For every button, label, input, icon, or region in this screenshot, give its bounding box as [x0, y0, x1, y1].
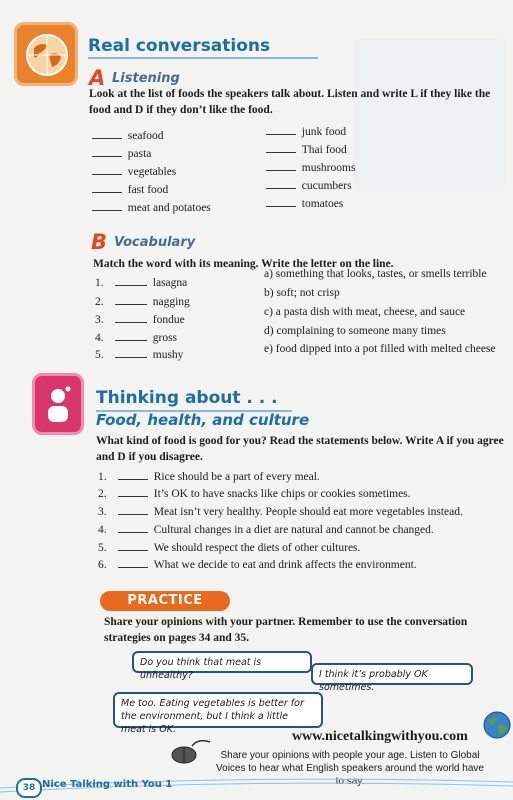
speech-bubble: I think it’s probably OK sometimes.	[311, 663, 473, 685]
list-item	[266, 162, 355, 174]
item-number: 5.	[95, 349, 104, 361]
vocab-word: lasagna	[152, 277, 188, 289]
vocab-meaning: e) food dipped into a pot filled with melted cheese	[264, 343, 496, 355]
list-item	[266, 198, 343, 210]
practice-badge: PRACTICE	[100, 591, 230, 611]
item-number: 3.	[98, 506, 107, 518]
answer-blank[interactable]	[118, 550, 148, 551]
answer-blank[interactable]	[92, 210, 122, 211]
answer-blank[interactable]	[92, 192, 122, 193]
statement-text: Rice should be a part of every meal.	[153, 471, 320, 483]
food-label: cucumbers	[301, 180, 352, 192]
answer-blank[interactable]	[92, 138, 122, 139]
listening-instructions: Look at the list of foods the speakers talk about. Listen and write L if they like the food and D if they don’t like the food.	[89, 88, 491, 116]
food-label: tomatoes	[301, 198, 344, 210]
list-item	[92, 166, 176, 178]
answer-blank[interactable]	[92, 156, 122, 157]
answer-blank[interactable]	[115, 285, 147, 286]
website-description: Share your opinions with people your age. Listen to Global Voices to hear what English speakers around the world have to say.	[216, 750, 484, 787]
practice-instructions: Share your opinions with your partner. Remember to use the conversation strategies on pages 34 and 35.	[104, 616, 468, 644]
item-number: 5.	[98, 542, 107, 554]
vocab-meaning: d) complaining to someone many times	[264, 325, 446, 337]
food-label: junk food	[301, 126, 347, 138]
item-number: 4.	[98, 524, 107, 536]
section-title: Real conversations	[88, 36, 271, 56]
answer-blank[interactable]	[115, 357, 147, 358]
vocabulary-instructions: Match the word with its meaning. Write the letter on the line.	[93, 258, 394, 270]
vocab-word: mushy	[152, 349, 184, 361]
answer-blank[interactable]	[118, 567, 148, 568]
answer-blank[interactable]	[266, 134, 296, 135]
answer-blank[interactable]	[266, 152, 296, 153]
globe-icon	[482, 710, 512, 740]
thinking-instructions: What kind of food is good for you? Read the statements below. Write A if you agree and D if you disagree.	[96, 435, 504, 463]
statement-row	[98, 471, 320, 483]
food-label: fast food	[127, 184, 169, 196]
food-label: seafood	[127, 130, 164, 142]
list-item	[92, 148, 151, 160]
vocabulary-letter: B	[91, 230, 108, 254]
food-label: pasta	[127, 148, 152, 160]
website-url[interactable]: www.nicetalkingwithyou.com	[292, 729, 468, 744]
item-number: 4.	[95, 332, 104, 344]
vocab-word-row	[95, 332, 177, 344]
statement-row	[98, 524, 434, 536]
thinking-person-icon	[32, 373, 84, 435]
vocab-word: nagging	[152, 296, 190, 308]
section-title-thinking: Thinking about . . .	[96, 388, 278, 408]
food-label: vegetables	[127, 166, 177, 178]
page-number: 38	[16, 778, 42, 798]
item-number: 2.	[95, 296, 104, 308]
answer-blank[interactable]	[115, 304, 147, 305]
answer-blank[interactable]	[118, 532, 148, 533]
list-item	[92, 202, 211, 214]
book-title: Nice Talking with You 1	[42, 779, 173, 790]
mouse-icon	[170, 738, 214, 766]
food-label: meat and potatoes	[127, 202, 211, 214]
speech-bubble: Do you think that meat is unhealthy?	[132, 651, 312, 673]
vocab-word: fondue	[152, 314, 185, 326]
item-number: 2.	[98, 488, 107, 500]
list-item	[266, 144, 347, 156]
list-item	[266, 126, 346, 138]
vocab-word-row	[95, 349, 183, 361]
statement-row	[98, 542, 360, 554]
statement-row	[98, 506, 463, 518]
answer-blank[interactable]	[115, 340, 147, 341]
list-item	[266, 180, 352, 192]
item-number: 3.	[95, 314, 104, 326]
vocab-word-row	[95, 277, 187, 289]
vocab-word: gross	[152, 332, 178, 344]
globe-icon	[14, 22, 78, 86]
vocab-meaning: c) a pasta dish with meat, cheese, and sauce	[264, 306, 466, 318]
answer-blank[interactable]	[118, 496, 148, 497]
statement-text: We should respect the diets of other cultures.	[153, 542, 361, 554]
answer-blank[interactable]	[92, 174, 122, 175]
food-label: mushrooms	[301, 162, 356, 174]
answer-blank[interactable]	[266, 206, 296, 207]
vocab-meaning: b) soft; not crisp	[264, 287, 340, 299]
vocab-meaning: a) something that looks, tastes, or smells terrible	[264, 268, 487, 280]
section-subtitle: Food, health, and culture	[96, 411, 310, 429]
answer-blank[interactable]	[266, 188, 296, 189]
statement-text: What we decide to eat and drink affects the environment.	[153, 559, 417, 571]
answer-blank[interactable]	[266, 170, 296, 171]
vocab-word-row	[95, 314, 185, 326]
list-item	[92, 130, 164, 142]
speech-bubble: Me too. Eating vegetables is better for the environment, but I think a little meat is OK.	[113, 692, 323, 728]
item-number: 1.	[95, 277, 104, 289]
statement-text: It’s OK to have snacks like chips or cookies sometimes.	[153, 488, 411, 500]
item-number: 1.	[98, 471, 107, 483]
statement-row	[98, 559, 417, 571]
statement-text: Meat isn’t very healthy. People should eat more vegetables instead.	[153, 506, 463, 518]
answer-blank[interactable]	[118, 514, 148, 515]
answer-blank[interactable]	[118, 479, 148, 480]
vocab-word-row	[95, 296, 190, 308]
listening-title: Listening	[112, 71, 180, 86]
vocabulary-title: Vocabulary	[114, 235, 196, 250]
listening-letter: A	[89, 66, 106, 90]
statement-text: Cultural changes in a diet are natural and cannot be changed.	[153, 524, 434, 536]
statement-row	[98, 488, 411, 500]
food-label: Thai food	[301, 144, 347, 156]
title-underline	[88, 57, 318, 59]
answer-blank[interactable]	[115, 322, 147, 323]
item-number: 6.	[98, 559, 107, 571]
list-item	[92, 184, 168, 196]
